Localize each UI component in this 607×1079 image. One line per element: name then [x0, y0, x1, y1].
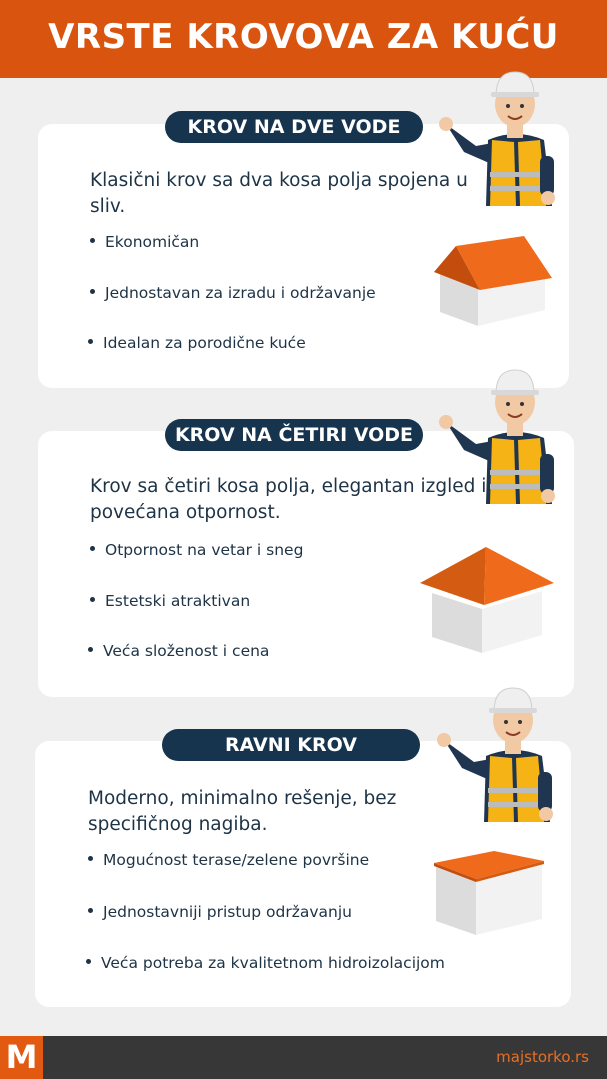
section-description: Klasični krov sa dva kosa polja spojena u sliv.: [90, 170, 468, 217]
list-item: Mogućnost terase/zelene površine: [88, 851, 369, 869]
brand-logo: M: [0, 1036, 43, 1079]
list-item: Estetski atraktivan: [90, 592, 250, 610]
construction-worker-pointing-icon: [436, 364, 561, 504]
list-item: Veća složenost i cena: [88, 642, 269, 660]
construction-worker-pointing-icon: [434, 682, 559, 822]
page-title: VRSTE KROVOVA ZA KUĆU: [48, 17, 559, 57]
footer-site-link[interactable]: majstorko.rs: [496, 1048, 589, 1066]
list-item: Jednostavan za izradu i održavanje: [90, 284, 376, 302]
list-item: Jednostavniji pristup održavanju: [88, 903, 352, 921]
section-description: Krov sa četiri kosa polja, elegantan izgled i povećana otpornost.: [90, 476, 487, 523]
list-item: Ekonomičan: [90, 233, 199, 251]
gable-roof-house-icon: [430, 234, 556, 330]
section-title-flat: RAVNI KROV: [162, 729, 420, 761]
list-item: Otpornost na vetar i sneg: [90, 541, 303, 559]
section-description: Moderno, minimalno rešenje, bez specifičnog nagiba.: [88, 788, 397, 835]
section-title-gable: KROV NA DVE VODE: [165, 111, 423, 143]
construction-worker-pointing-icon: [436, 66, 561, 206]
list-item: Idealan za porodične kuće: [88, 334, 306, 352]
section-title-hip: KROV NA ČETIRI VODE: [165, 419, 423, 451]
list-item: Veća potreba za kvalitetnom hidroizolacijom: [86, 954, 445, 972]
flat-roof-house-icon: [432, 851, 546, 935]
hip-roof-house-icon: [418, 545, 556, 655]
